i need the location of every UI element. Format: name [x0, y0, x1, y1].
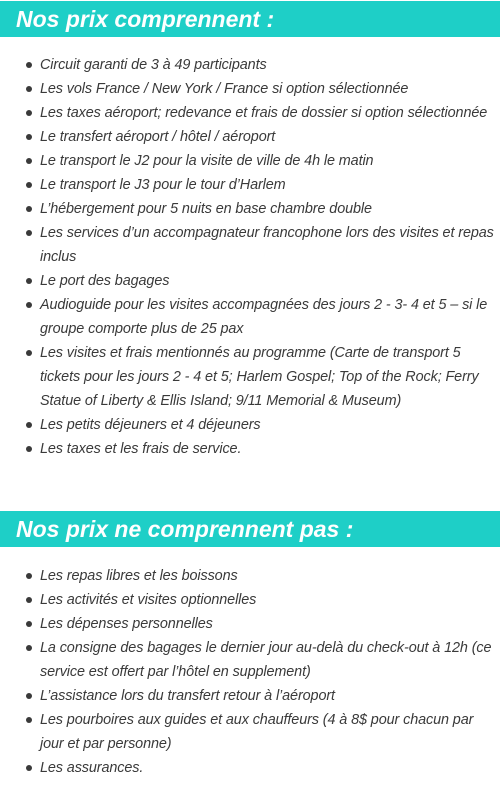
bullet-icon	[26, 717, 32, 723]
list-item	[0, 269, 500, 293]
list-item-text: La consigne des bagages le dernier jour au-delà du check-out à 12h (ce service est offert par l’hôtel en supplement)	[40, 640, 492, 680]
bullet-icon	[26, 278, 32, 284]
list-item	[0, 413, 500, 437]
bullet-icon	[26, 350, 32, 356]
bullet-icon	[26, 110, 32, 116]
list-item-text: Les dépenses personnelles	[40, 616, 213, 632]
list-item-text: Circuit garanti de 3 à 49 participants	[40, 57, 267, 73]
bullet-icon	[26, 62, 32, 68]
bullet-icon	[26, 573, 32, 579]
list-item-text: Les taxes aéroport; redevance et frais de dossier si option sélectionnée	[40, 105, 488, 121]
list-item-text: Les visites et frais mentionnés au programme (Carte de transport 5 tickets pour les jours 2 - 4 et 5; Harlem Gospel; Top of the Rock; Ferry Statue of Liberty & Ellis Island; 9/11 Memorial & Museum)	[40, 345, 479, 409]
list-item-text: Les pourboires aux guides et aux chauffeurs (4 à 8$ pour chacun par jour et par personne)	[40, 712, 474, 752]
list-item-text: Le transport le J2 pour la visite de ville de 4h le matin	[40, 153, 374, 169]
list-item-text: Les activités et visites optionnelles	[40, 592, 257, 608]
bullet-icon	[26, 765, 32, 771]
list-item	[0, 77, 500, 101]
included-items-list	[0, 53, 500, 461]
list-item-text: Les assurances.	[40, 760, 144, 776]
bullet-icon	[26, 206, 32, 212]
bullet-icon	[26, 446, 32, 452]
bullet-icon	[26, 86, 32, 92]
list-item	[0, 588, 500, 612]
bullet-icon	[26, 230, 32, 236]
bullet-icon	[26, 134, 32, 140]
list-item	[0, 173, 500, 197]
list-item-text: Le transfert aéroport / hôtel / aéroport	[40, 129, 276, 145]
included-section-title: Nos prix comprennent :	[0, 1, 500, 37]
excluded-section-title: Nos prix ne comprennent pas :	[0, 511, 500, 547]
list-item-text: Les petits déjeuners et 4 déjeuners	[40, 417, 261, 433]
bullet-icon	[26, 621, 32, 627]
list-item-text: Les services d’un accompagnateur francophone lors des visites et repas inclus	[40, 225, 494, 265]
list-item-text: L’assistance lors du transfert retour à l’aéroport	[40, 688, 335, 704]
list-item-text: Les taxes et les frais de service.	[40, 441, 242, 457]
bullet-icon	[26, 645, 32, 651]
list-item	[0, 221, 500, 269]
list-item-text: Les vols France / New York / France si option sélectionnée	[40, 81, 409, 97]
bullet-icon	[26, 158, 32, 164]
bullet-icon	[26, 182, 32, 188]
bullet-icon	[26, 302, 32, 308]
list-item	[0, 197, 500, 221]
list-item	[0, 564, 500, 588]
list-item	[0, 53, 500, 77]
list-item-text: Le port des bagages	[40, 273, 170, 289]
list-item	[0, 708, 500, 756]
list-item	[0, 149, 500, 173]
list-item	[0, 756, 500, 780]
bullet-icon	[26, 597, 32, 603]
list-item-text: L’hébergement pour 5 nuits en base chambre double	[40, 201, 372, 217]
list-item-text: Le transport le J3 pour le tour d’Harlem	[40, 177, 286, 193]
list-item	[0, 684, 500, 708]
list-item	[0, 293, 500, 341]
list-item	[0, 612, 500, 636]
excluded-items-list	[0, 564, 500, 780]
list-item-text: Les repas libres et les boissons	[40, 568, 238, 584]
list-item	[0, 101, 500, 125]
list-item	[0, 636, 500, 684]
list-item-text: Audioguide pour les visites accompagnées des jours 2 - 3- 4 et 5 – si le groupe comporte plus de 25 pax	[40, 297, 488, 337]
list-item	[0, 437, 500, 461]
list-item	[0, 341, 500, 413]
list-item	[0, 125, 500, 149]
bullet-icon	[26, 693, 32, 699]
bullet-icon	[26, 422, 32, 428]
